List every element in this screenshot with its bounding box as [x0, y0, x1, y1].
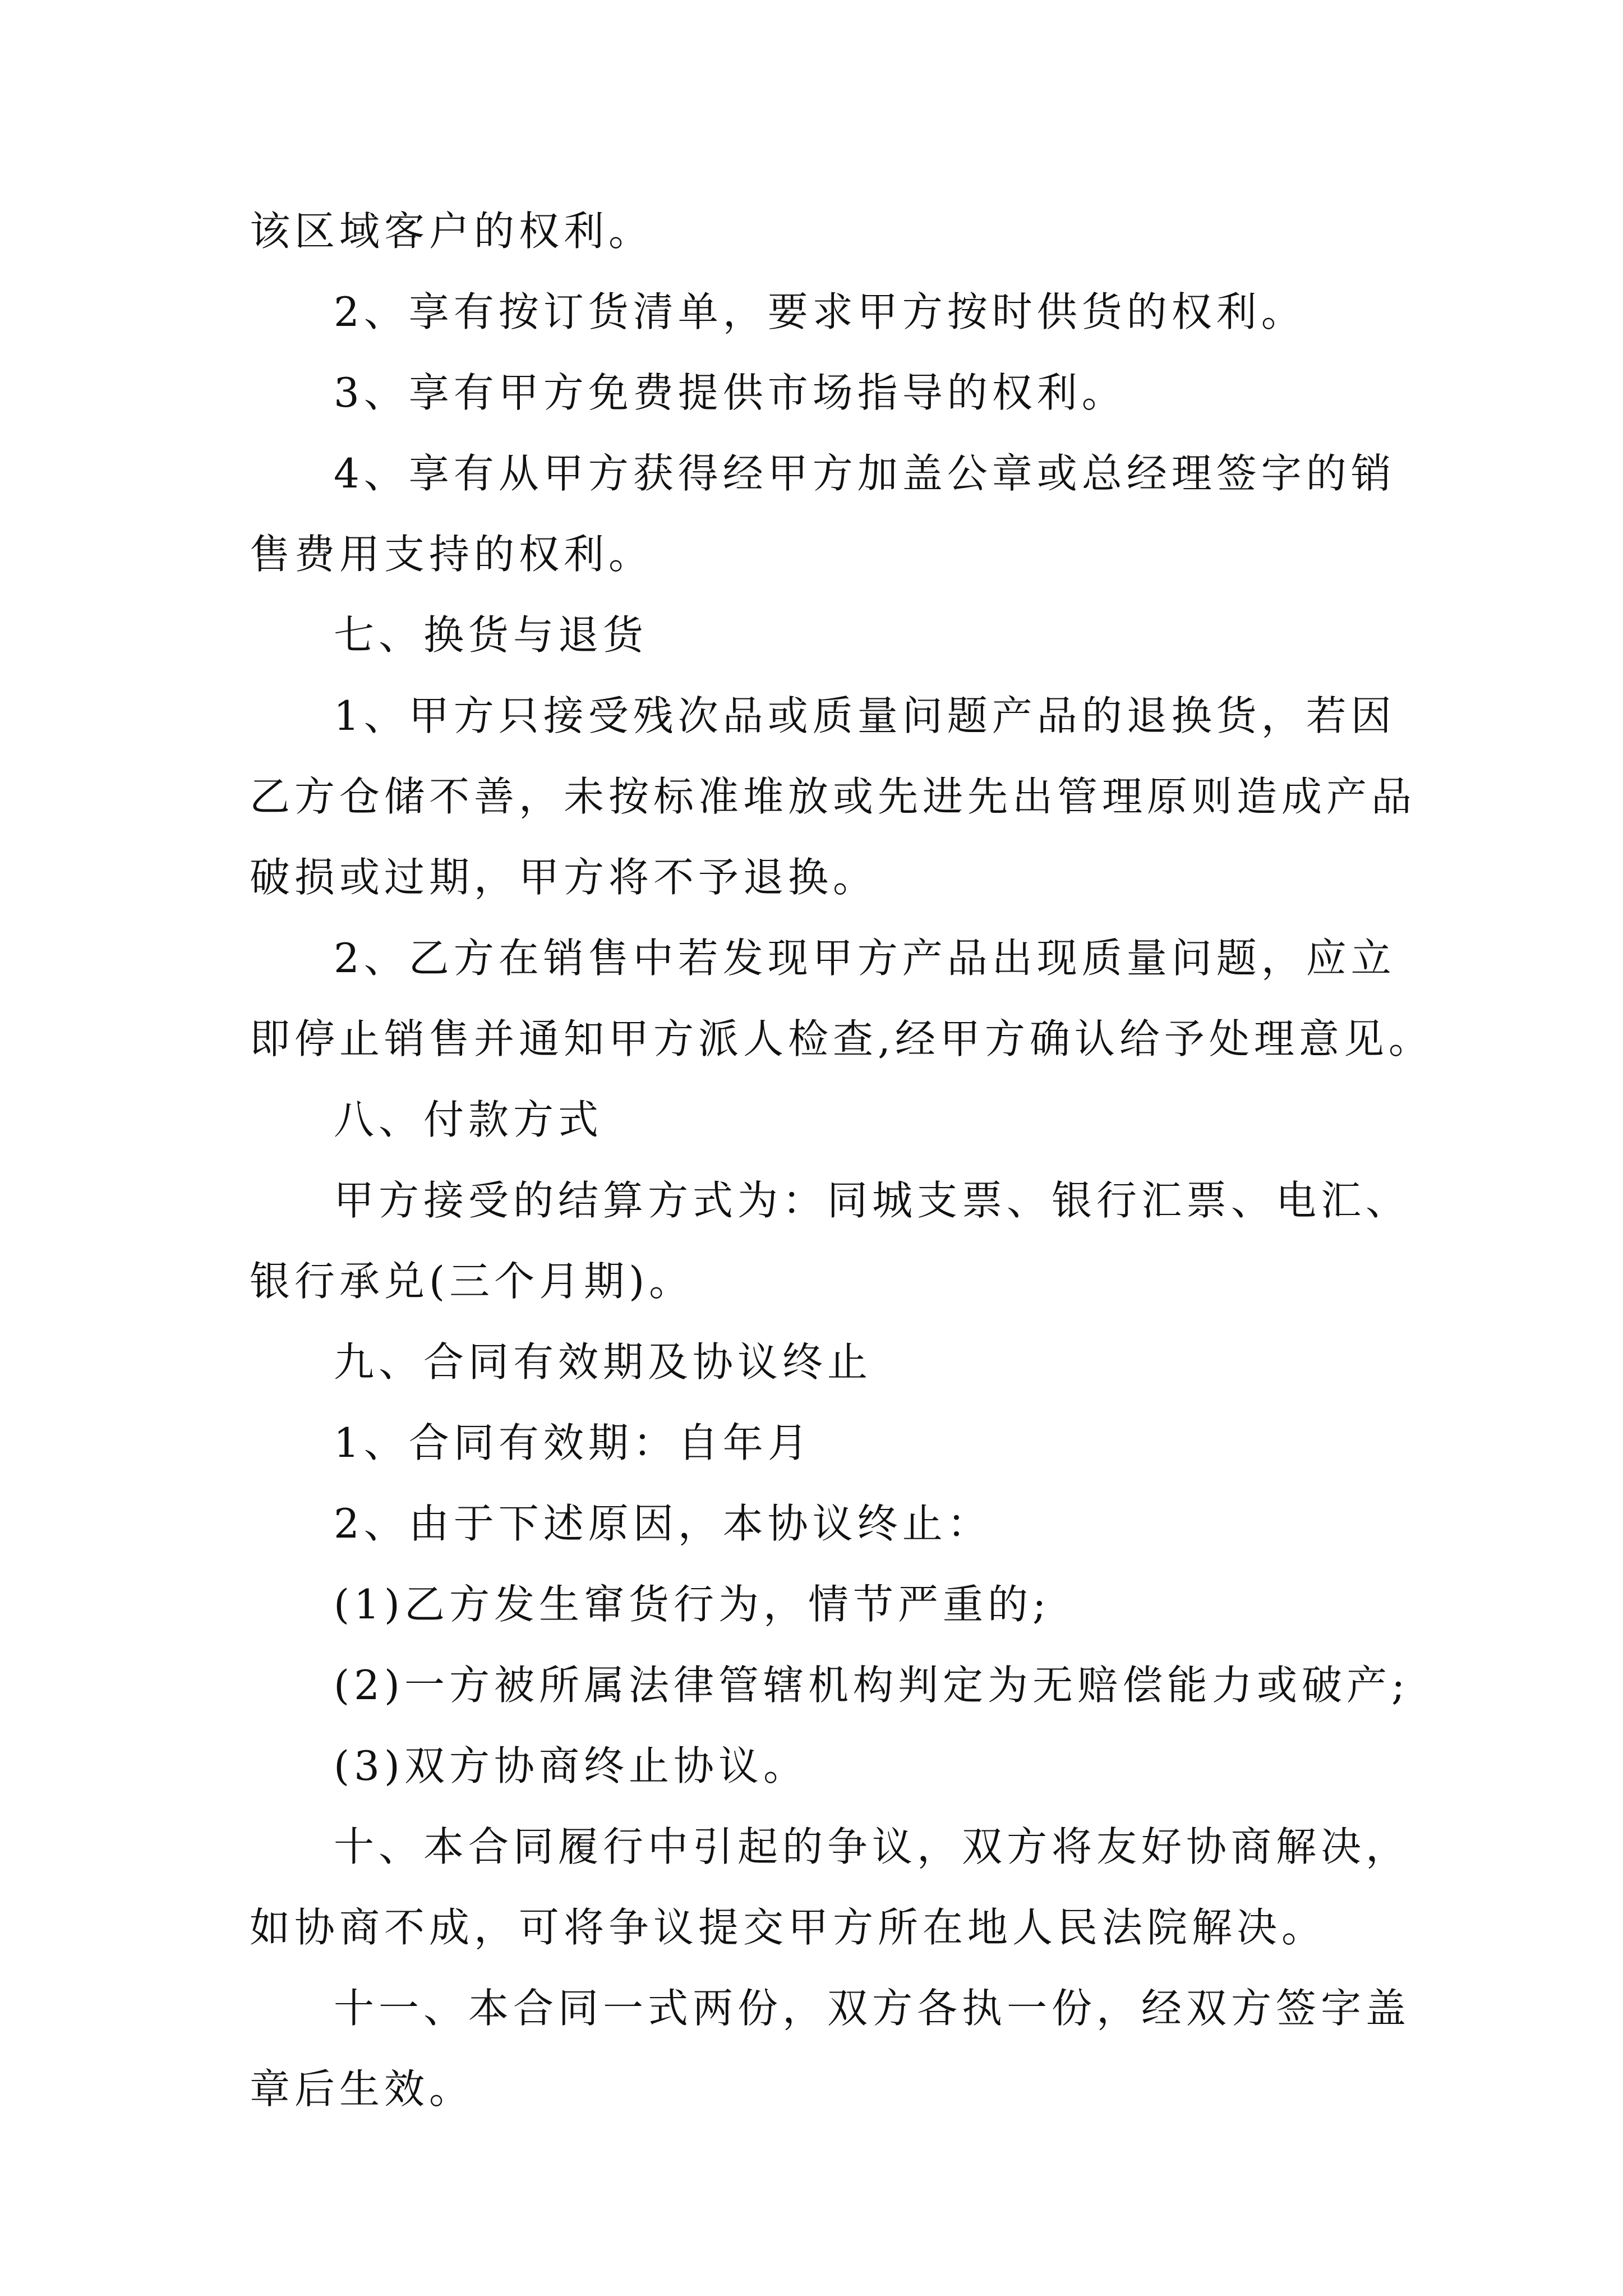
text-line: (1)乙方发生窜货行为，情节严重的;	[334, 1581, 1051, 1628]
text-line: 银行承兑(三个月期)。	[250, 1258, 694, 1305]
text-line: 3、享有甲方免费提供市场指导的权利。	[334, 369, 1127, 416]
section-heading: 九、合同有效期及协议终止	[334, 1338, 873, 1386]
text-line: 2、乙方在销售中若发现甲方产品出现质量问题，应立	[334, 935, 1396, 982]
section-heading: 八、付款方式	[334, 1096, 603, 1143]
document-body	[250, 191, 1433, 2129]
text-line: 2、享有按订货清单，要求甲方按时供货的权利。	[334, 288, 1306, 335]
text-line: 1、甲方只接受残次品或质量问题产品的退换货，若因	[334, 692, 1396, 739]
text-line: 该区域客户的权利。	[250, 208, 654, 255]
text-line: 即停止销售并通知甲方派人检查,经甲方确认给予处理意见。	[250, 1015, 1433, 1062]
text-line: 1、合同有效期：自年月	[334, 1419, 813, 1466]
text-line: 甲方接受的结算方式为：同城支票、银行汇票、电汇、	[334, 1177, 1411, 1224]
section-heading: 七、换货与退货	[334, 611, 648, 659]
text-line: 十、本合同履行中引起的争议，双方将友好协商解决，	[334, 1823, 1411, 1870]
text-line: 2、由于下述原因，本协议终止：	[334, 1500, 992, 1547]
text-line: 乙方仓储不善，未按标准堆放或先进先出管理原则造成产品	[250, 773, 1417, 820]
text-line: 章后生效。	[250, 2065, 474, 2113]
text-line: (3)双方协商终止协议。	[334, 1742, 808, 1789]
text-line: 售费用支持的权利。	[250, 531, 654, 578]
text-line: 十一、本合同一式两份，双方各执一份，经双方签字盖	[334, 1985, 1411, 2032]
text-line: 破损或过期，甲方将不予退换。	[250, 854, 878, 901]
text-line: 如协商不成，可将争议提交甲方所在地人民法院解决。	[250, 1904, 1327, 1951]
text-line: (2)一方被所属法律管辖机构判定为无赔偿能力或破产;	[334, 1662, 1410, 1709]
text-line: 4、享有从甲方获得经甲方加盖公章或总经理签字的销	[334, 450, 1396, 497]
